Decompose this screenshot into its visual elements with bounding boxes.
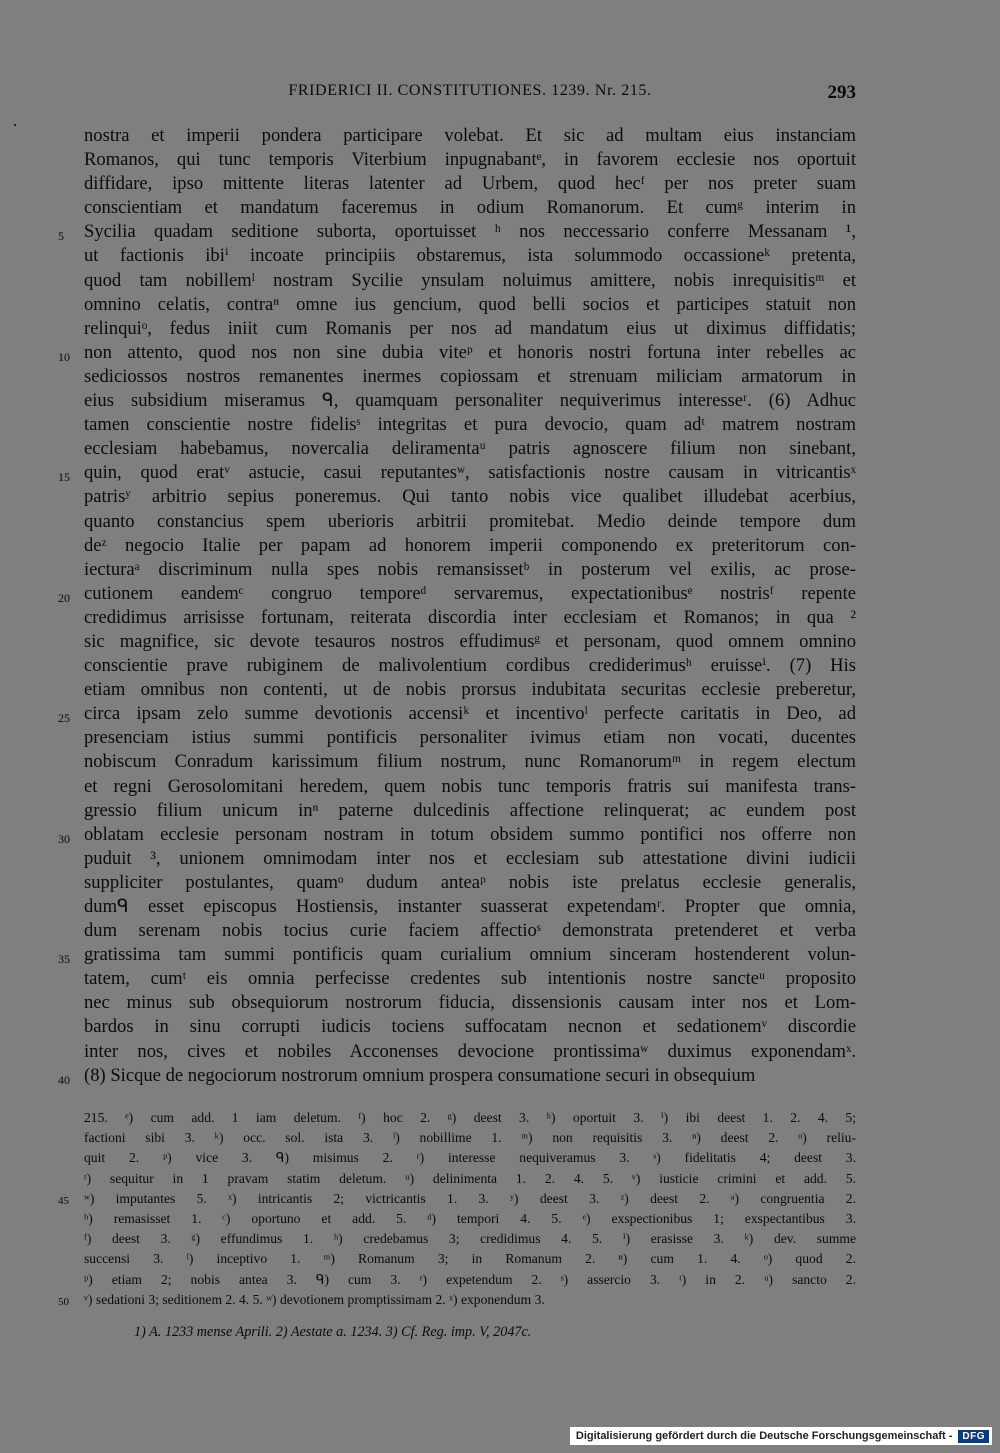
text-line: bardos in sinu corrupti iudicis tociens suffocatam necnon et sedationemᵛ discordie bbox=[84, 1016, 856, 1038]
footnote-line: quit 2. ᵖ) vice 3. ᑫ) misimus 2. ʳ) interesse nequiveramus 3. ˢ) fidelitatis 4; deest 3. bbox=[84, 1150, 856, 1166]
text-line: suppliciter postulantes, quamᵒ dudum anteaᵖ nobis iste prelatus ecclesie generalis, bbox=[84, 871, 856, 893]
dfg-banner bbox=[570, 1427, 992, 1445]
text-line: eius subsidium miseramus ᑫ, quamquam personaliter nequiverimus interesseʳ. (6) Adhuc bbox=[84, 390, 856, 412]
footnote-line: ᵛ) sedationi 3; seditionem 2. 4. 5. ʷ) devotionem promptissimam 2. ˣ) exponendum 3. 50 bbox=[84, 1290, 856, 1310]
running-title: FRIDERICI II. CONSTITUTIONES. 1239. Nr. 215. bbox=[288, 82, 652, 99]
text-line: patrisʸ arbitrio sepius poneremus. Qui tanto nobis vice qualibet illudebat acerbius, bbox=[84, 486, 856, 508]
footnote-line: ᵖ) etiam 2; nobis antea 3. ᑫ) cum 3. ʳ) expetendum 2. ˢ) assercio 3. ᵗ) in 2. ᵘ) sancto 2. bbox=[84, 1271, 856, 1287]
line-number: 35 bbox=[58, 952, 70, 967]
text-line: tamen conscientie nostre fidelisˢ integritas et pura devocio, quam adᵗ matrem nostram bbox=[84, 414, 856, 436]
text-line: quin, quod eratᵛ astucie, casui reputantesʷ, satisfactionis nostre causam in vitricantisˣ 15 bbox=[84, 461, 856, 485]
line-number: 40 bbox=[58, 1072, 70, 1087]
text-line: etiam omnibus non contenti, ut de nobis prorsus indubitata securitas ecclesie preberetur, bbox=[84, 679, 856, 701]
text-line: credidimus arrisisse fortunam, reiterata discordia inter ecclesiam et Romanos; in qua ² bbox=[84, 606, 856, 628]
text-line: deᶻ negocio Italie per papam ad honorem imperii componendo ex preteritorum con- bbox=[84, 534, 856, 556]
line-number: 45 bbox=[58, 1194, 69, 1207]
text-line: gratissima tam summi pontificis quam curialium omnium sinceram hostenderent volun- 35 bbox=[84, 943, 856, 967]
text-line: gressio filium unicum inⁿ paterne dulcedinis affectione relinquerat; ac eundem post bbox=[84, 799, 856, 821]
critical-apparatus bbox=[58, 1108, 856, 1310]
text-line: quanto constancius spem uberioris arbitrii promitebat. Medio deinde tempore dum bbox=[84, 510, 856, 532]
footnote-line: factioni sibi 3. ᵏ) occ. sol. ista 3. ˡ) nobillime 1. ᵐ) non requisitis 3. ⁿ) deest 2. ᵒ) reliu- bbox=[84, 1130, 856, 1146]
text-line: presenciam istius summi pontificis personaliter ivimus etiam non vocati, ducentes bbox=[84, 727, 856, 749]
text-line: sediciossos nostros remanentes inermes copiossam et strenuam miliciam armatorum in bbox=[84, 365, 856, 387]
text-line: nec minus sub obsequiorum nostrorum fiducia, dissensionis causam inter nos et Lom- bbox=[84, 992, 856, 1014]
footnote-line: ʷ) imputantes 5. ˣ) intricantis 2; victricantis 1. 3. ʸ) deest 3. ᶻ) deest 2. ᵃ) congruentia 2. 45 bbox=[84, 1189, 856, 1209]
line-number: 20 bbox=[58, 590, 70, 605]
text-line: inter nos, cives et nobiles Acconenses devocione prontissimaʷ duximus exponendamˣ. bbox=[84, 1040, 856, 1062]
footnote-line: ᵗ) sequitur in 1 pravam statim deletum. ᵘ) delinimenta 1. 2. 4. 5. ᵛ) iusticie crimini et add. 5. bbox=[84, 1170, 856, 1186]
text-line: et regni Gerosolomitani heredem, quem nobis tunc temporis fratris sui manifesta trans- bbox=[84, 775, 856, 797]
line-number: 25 bbox=[58, 711, 70, 726]
text-line: nostra et imperii pondera participare volebat. Et sic ad multam eius instanciam bbox=[84, 125, 856, 146]
page-header bbox=[84, 82, 856, 108]
main-text-block bbox=[58, 124, 856, 1088]
line-number: 10 bbox=[58, 349, 70, 364]
text-line: non attento, quod nos non sine dubia viteᵖ et honoris nostri fortuna inter rebelles ac 10 bbox=[84, 341, 856, 365]
text-line: dum serenam nobis tocius curie faciem affectioˢ demonstrata pretenderet et verba bbox=[84, 920, 856, 942]
page-number: 293 bbox=[827, 82, 856, 103]
text-line: quod tam nobillemˡ nostram Sycilie ynsulam noluimus amittere, nobis inrequisitisᵐ et bbox=[84, 269, 856, 291]
text-line: tatem, cumᵗ eis omnia perfecisse credentes sub intentionis nostre sancteᵘ proposito bbox=[84, 968, 856, 990]
dfg-logo: DFG bbox=[958, 1430, 989, 1443]
text-line: (8) Sicque de negociorum nostrorum omnium prospera consumatione securi in obsequium 40 bbox=[84, 1064, 856, 1088]
text-line: conscientie prave rubiginem de malivolentium cordibus crediderimusʰ eruisseⁱ. (7) His bbox=[84, 655, 856, 677]
text-line: sic magnifice, sic devote tesauros nostros effudimusᵍ et personam, quod omnem omnino bbox=[84, 630, 856, 652]
line-number: 15 bbox=[58, 470, 70, 485]
footnote-line: ᶠ) deest 3. ᵍ) effundimus 1. ʰ) credebamus 3; credidimus 4. 5. ⁱ) erasisse 3. ᵏ) dev. summe bbox=[84, 1231, 856, 1247]
text-line: dumᑫ esset episcopus Hostiensis, instanter suasserat expetendamʳ. Propter que omnia, bbox=[84, 896, 856, 917]
footnote-line: ᵇ) remasisset 1. ᶜ) oportuno et add. 5. ᵈ) tempori 4. 5. ᵉ) exspectionibus 1; exspectantibus 3. bbox=[84, 1210, 856, 1226]
text-line: relinquiᵒ, fedus iniit cum Romanis per nos ad mandatum eius ut diximus diffidatis; bbox=[84, 317, 856, 339]
line-number: 30 bbox=[58, 831, 70, 846]
line-number: 5 bbox=[58, 229, 64, 244]
text-line: diffidare, ipso mittente literas latenter ad Urbem, quod hecᶠ per nos preter suam bbox=[84, 173, 856, 195]
text-line: Romanos, qui tunc temporis Viterbium inpugnabantᵉ, in favorem ecclesie nos oportuit bbox=[84, 149, 856, 171]
text-line: Sycilia quadam seditione suborta, oportuisset ʰ nos neccessario conferre Messanam ¹, 5 bbox=[84, 220, 856, 244]
footnote-line: 215. ᵉ) cum add. 1 iam deletum. ᶠ) hoc 2. ᵍ) deest 3. ʰ) oportuit 3. ⁱ) ibi deest 1. 2. 4. 5; bbox=[84, 1110, 856, 1125]
text-line: ut factionis ibiⁱ incoate principiis obstaremus, ista solummodo occassioneᵏ pretenta, bbox=[84, 245, 856, 267]
line-number: 50 bbox=[58, 1295, 69, 1308]
footnote-line: succensi 3. ˡ) inceptivo 1. ᵐ) Romanum 3; in Romanum 2. ⁿ) cum 1. 4. ᵒ) quod 2. bbox=[84, 1251, 856, 1267]
text-line: cutionem eandemᶜ congruo temporeᵈ servaremus, expectationibusᵉ nostrisᶠ repente 20 bbox=[84, 582, 856, 606]
text-line: oblatam ecclesie personam nostram in totum obsidem summo pontifici nos offerre non 30 bbox=[84, 823, 856, 847]
text-line: ecclesiam habebamus, novercalia deliramentaᵘ patris agnoscere filium non sinebant, bbox=[84, 438, 856, 460]
text-line: circa ipsam zelo summe devotionis accensiᵏ et incentivoˡ perfecte caritatis in Deo, ad 25 bbox=[84, 702, 856, 726]
text-line: puduit ³, unionem omnimodam inter nos et ecclesiam sub attestatione divini iudicii bbox=[84, 847, 856, 869]
text-line: omnino celatis, contraⁿ omne ius gencium, quod belli socios et participes statuit non bbox=[84, 293, 856, 315]
text-line: nobiscum Conradum karissimum filium nostrum, nunc Romanorumᵐ in regem electum bbox=[84, 751, 856, 773]
text-line: conscientiam et mandatum faceremus in odium Romanorum. Et cumᵍ interim in bbox=[84, 197, 856, 219]
margin-mark bbox=[14, 124, 16, 126]
text-line: iecturaᵃ discriminum nulla spes nobis remansissetᵇ in posterum vel exilis, ac prose- bbox=[84, 558, 856, 580]
source-citations: 1) A. 1233 mense Aprili. 2) Aestate a. 1234. 3) Cf. Reg. imp. V, 2047c. bbox=[134, 1324, 532, 1340]
banner-text: Digitalisierung gefördert durch die Deutsche Forschungsgemeinschaft - bbox=[575, 1430, 953, 1442]
